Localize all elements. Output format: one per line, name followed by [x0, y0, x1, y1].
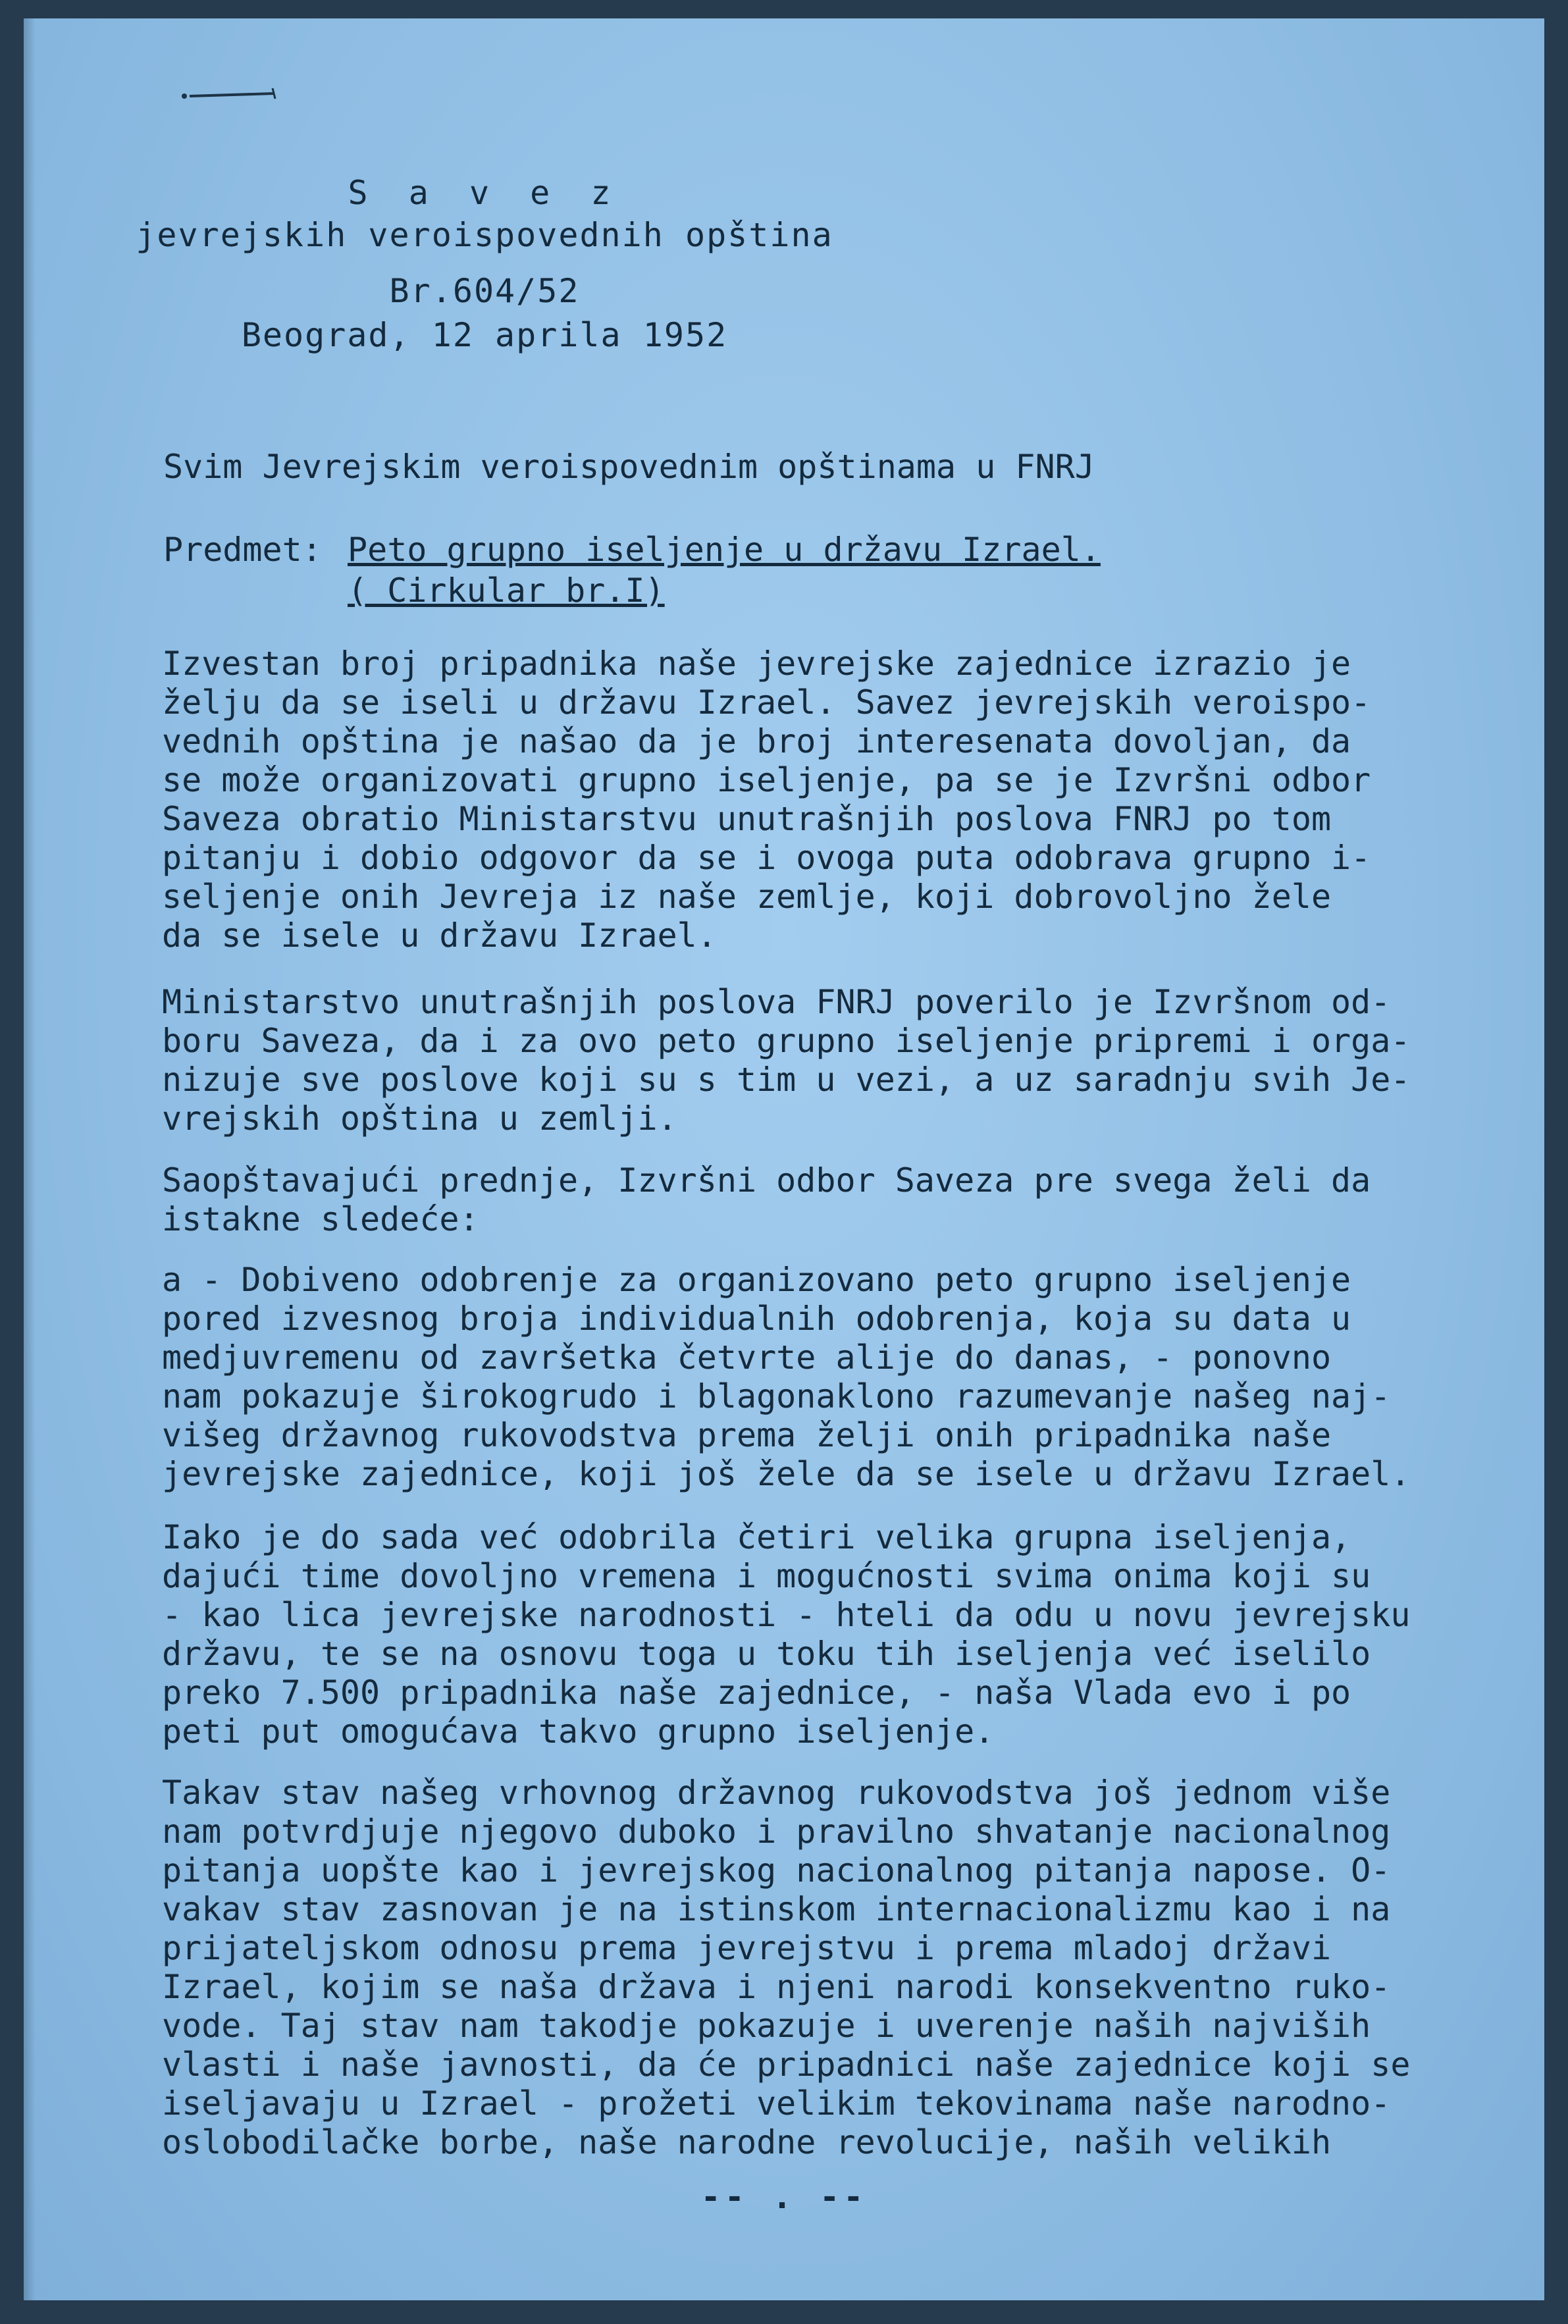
text-line: nizuje sve poslove koji su s tim u vezi, a uz saradnju svih Je- [162, 1061, 1411, 1099]
text-line: jevrejske zajednice, koji još žele da se isele u državu Izrael. [162, 1455, 1411, 1493]
letterhead-org-line2: jevrejskih veroispovednih opština [136, 216, 833, 254]
subject-label: Predmet: [163, 531, 322, 569]
ink-mark [175, 84, 280, 104]
place-and-date: Beograd, 12 aprila 1952 [241, 316, 728, 354]
text-line: a - Dobiveno odobrenje za organizovano peto grupno iseljenje [162, 1261, 1351, 1299]
text-line: Ministarstvo unutrašnjih poslova FNRJ poverilo je Izvršnom od- [162, 983, 1391, 1021]
text-line: nam pokazuje širokogrudo i blagonaklono razumevanje našeg naj- [162, 1377, 1391, 1415]
text-line: pored izvesnog broja individualnih odobrenja, koja su data u [162, 1300, 1351, 1338]
text-line: vlasti i naše javnosti, da će pripadnici naše zajednice koji se [162, 2046, 1411, 2084]
text-line: Izvestan broj pripadnika naše jevrejske zajednice izrazio je [162, 645, 1351, 683]
page-continuation-marker: -- . -- [700, 2178, 868, 2216]
body-paragraph-4 [162, 1261, 1472, 1494]
text-line: Saopštavajući prednje, Izvršni odbor Saveza pre svega želi da [162, 1161, 1371, 1200]
text-line: oslobodilačke borbe, naše narodne revolucije, naših velikih [162, 2123, 1332, 2161]
text-line: vrejskih opština u zemlji. [162, 1099, 677, 1138]
text-line: Takav stav našeg vrhovnog državnog rukovodstva još jednom više [162, 1774, 1391, 1812]
text-line: se može organizovati grupno iseljenje, pa se je Izvršni odbor [162, 761, 1371, 799]
text-line: preko 7.500 pripadnika naše zajednice, - naša Vlada evo i po [162, 1674, 1351, 1712]
body-paragraph-1 [162, 645, 1472, 955]
text-line: - kao lica jevrejske narodnosti - hteli da odu u novu jevrejsku [162, 1596, 1411, 1634]
body-paragraph-5 [162, 1518, 1472, 1751]
reference-number: Br.604/52 [389, 272, 580, 310]
text-line: Iako je do sada već odobrila četiri velika grupna iseljenja, [162, 1518, 1351, 1556]
text-line: vakav stav zasnovan je na istinskom internacionalizmu kao i na [162, 1890, 1391, 1928]
body-paragraph-2 [162, 983, 1472, 1138]
text-line: iseljavaju u Izrael - prožeti velikim tekovinama naše narodno- [162, 2084, 1391, 2123]
text-line: prijateljskom odnosu prema jevrejstvu i prema mladoj državi [162, 1929, 1332, 1967]
text-line: istakne sledeće: [162, 1200, 479, 1238]
text-line: Izrael, kojim se naša država i njeni narodi konsekventno ruko- [162, 1968, 1391, 2006]
text-line: državu, te se na osnovu toga u toku tih iseljenja već iselilo [162, 1635, 1371, 1673]
text-line: vednih opština je našao da je broj interesenata dovoljan, da [162, 722, 1351, 760]
subject-text: Peto grupno iseljenje u državu Izrael. [348, 531, 1101, 569]
letterhead-org-line1: S a v e z [348, 174, 621, 212]
text-line: vode. Taj stav nam takodje pokazuje i uverenje naših najviših [162, 2007, 1371, 2045]
body-paragraph-6 [162, 1774, 1472, 2162]
text-line: dajući time dovoljno vremena i mogućnosti svima onima koji su [162, 1557, 1371, 1595]
text-line: da se isele u državu Izrael. [162, 916, 717, 955]
text-line: seljenje onih Jevreja iz naše zemlje, koji dobrovoljno žele [162, 878, 1332, 916]
text-line: medjuvremenu od završetka četvrte alije do danas, - ponovno [162, 1338, 1332, 1377]
body-paragraph-3 [162, 1161, 1472, 1239]
text-line: pitanja uopšte kao i jevrejskog nacionalnog pitanja napose. O- [162, 1851, 1391, 1889]
text-line: nam potvrdjuje njegovo duboko i pravilno shvatanje nacionalnog [162, 1812, 1391, 1851]
text-line: boru Saveza, da i za ovo peto grupno iseljenje pripremi i orga- [162, 1022, 1411, 1060]
text-line: Saveza obratio Ministarstvu unutrašnjih poslova FNRJ po tom [162, 800, 1332, 838]
page-edge-shadow [24, 18, 36, 2300]
text-line: pitanju i dobio odgovor da se i ovoga puta odobrava grupno i- [162, 839, 1371, 877]
document-page [24, 18, 1544, 2300]
circular-note: ( Cirkular br.I) [348, 571, 665, 610]
text-line: želju da se iseli u državu Izrael. Savez jevrejskih veroispo- [162, 683, 1371, 722]
text-line: višeg državnog rukovodstva prema želji onih pripadnika naše [162, 1416, 1332, 1454]
addressee-line: Svim Jevrejskim veroispovednim opštinama u FNRJ [163, 448, 1095, 486]
text-line: peti put omogućava takvo grupno iseljenje. [162, 1712, 995, 1751]
